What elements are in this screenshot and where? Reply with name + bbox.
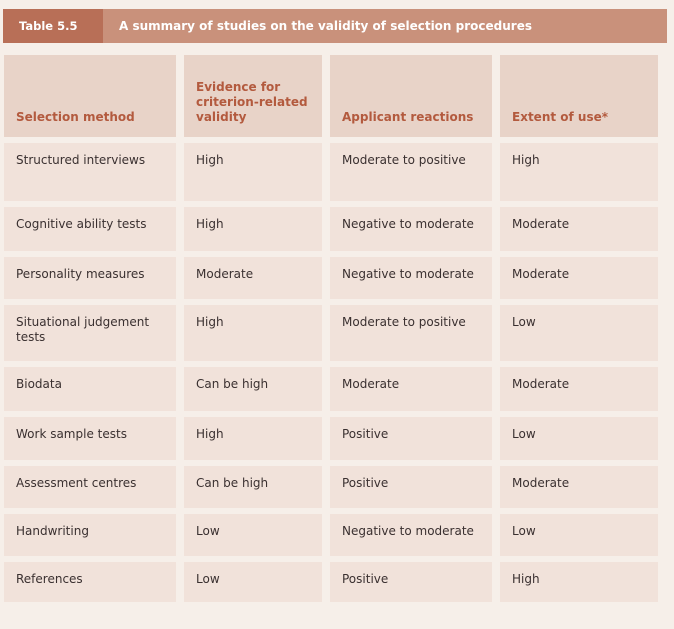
cell-validity: High <box>184 305 322 361</box>
cell-validity: Can be high <box>184 466 322 508</box>
header-extent-of-use: Extent of use* <box>500 55 658 137</box>
table-row <box>0 367 674 417</box>
cell-reactions: Positive <box>330 562 492 602</box>
cell-reactions: Negative to moderate <box>330 257 492 299</box>
cell-method: Handwriting <box>4 514 176 556</box>
cell-validity: Low <box>184 514 322 556</box>
cell-method: Structured interviews <box>4 143 176 201</box>
cell-reactions: Negative to moderate <box>330 207 492 251</box>
validity-table <box>0 55 674 608</box>
cell-method: Personality measures <box>4 257 176 299</box>
cell-method: Situational judgement tests <box>4 305 176 361</box>
table-row <box>0 207 674 257</box>
header-applicant-reactions: Applicant reactions <box>330 55 492 137</box>
cell-extent: Low <box>500 514 658 556</box>
cell-reactions: Positive <box>330 466 492 508</box>
cell-reactions: Positive <box>330 417 492 460</box>
cell-method: Biodata <box>4 367 176 411</box>
cell-extent: High <box>500 562 658 602</box>
cell-validity: Low <box>184 562 322 602</box>
cell-method: Assessment centres <box>4 466 176 508</box>
cell-extent: Low <box>500 417 658 460</box>
cell-reactions: Moderate to positive <box>330 143 492 201</box>
table-row <box>0 143 674 207</box>
header-validity: Evidence for criterion-related validity <box>184 55 322 137</box>
cell-reactions: Moderate to positive <box>330 305 492 361</box>
table-label: Table 5.5 <box>3 9 103 43</box>
cell-validity: Moderate <box>184 257 322 299</box>
cell-method: Work sample tests <box>4 417 176 460</box>
cell-extent: Moderate <box>500 466 658 508</box>
table-row <box>0 305 674 367</box>
cell-validity: High <box>184 417 322 460</box>
cell-extent: High <box>500 143 658 201</box>
cell-validity: High <box>184 207 322 251</box>
table-title-bar <box>3 9 667 43</box>
table-row <box>0 466 674 514</box>
cell-extent: Moderate <box>500 257 658 299</box>
cell-validity: High <box>184 143 322 201</box>
header-selection-method: Selection method <box>4 55 176 137</box>
cell-extent: Low <box>500 305 658 361</box>
table-row <box>0 417 674 466</box>
cell-extent: Moderate <box>500 367 658 411</box>
cell-validity: Can be high <box>184 367 322 411</box>
table-title: A summary of studies on the validity of selection procedures <box>119 19 532 33</box>
table-row <box>0 562 674 608</box>
cell-reactions: Negative to moderate <box>330 514 492 556</box>
table-header-row <box>0 55 674 143</box>
table-row <box>0 514 674 562</box>
cell-method: Cognitive ability tests <box>4 207 176 251</box>
table-row <box>0 257 674 305</box>
cell-reactions: Moderate <box>330 367 492 411</box>
cell-extent: Moderate <box>500 207 658 251</box>
cell-method: References <box>4 562 176 602</box>
